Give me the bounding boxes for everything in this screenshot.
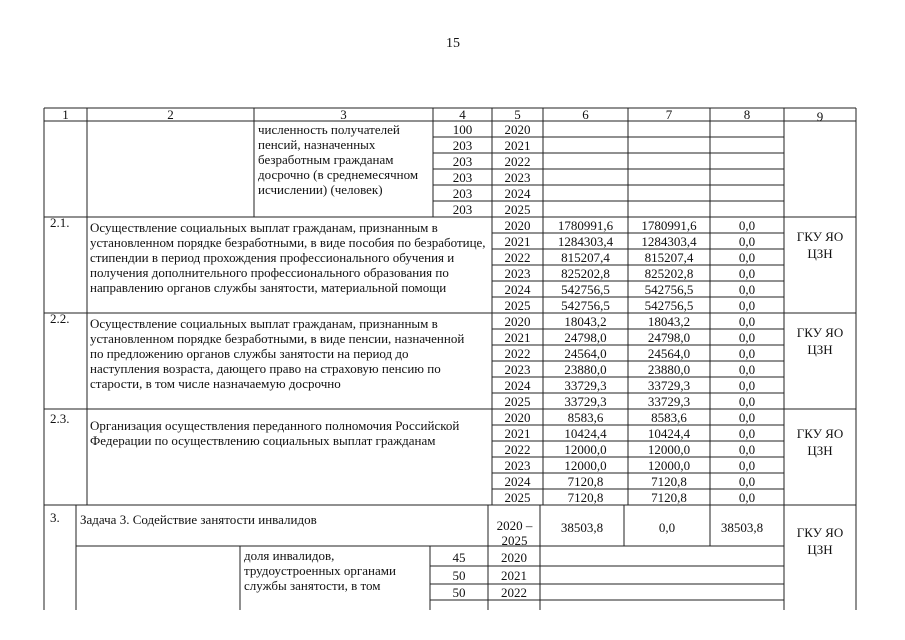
row-c8: 0,0	[738, 394, 756, 409]
row-c7: 542756,5	[644, 298, 694, 313]
row-c8: 0,0	[738, 298, 756, 313]
row-c7: 10424,4	[647, 426, 691, 441]
task-title: Задача 3. Содействие занятости инвалидов	[80, 512, 317, 527]
row-c6: 18043,2	[564, 314, 607, 329]
row-c8: 0,0	[738, 346, 756, 361]
task-c8: 38503,8	[720, 520, 764, 535]
task-c7: 0,0	[658, 520, 676, 535]
row-c8: 0,0	[738, 378, 756, 393]
row-c8: 0,0	[738, 330, 756, 345]
indicator-value: 45	[452, 550, 466, 565]
header-col-4: 4	[459, 107, 466, 122]
header-col-9: 9	[816, 109, 824, 124]
indicator-value: 203	[452, 202, 473, 217]
indicator-year: 2020	[504, 122, 531, 137]
row-year: 2022	[504, 346, 531, 361]
indicator-year: 2024	[504, 186, 531, 201]
row-year: 2023	[504, 362, 531, 377]
indicator-value: 203	[452, 186, 473, 201]
row-c6: 24798,0	[564, 330, 607, 345]
row-c6: 1780991,6	[557, 218, 614, 233]
row-c6: 24564,0	[564, 346, 607, 361]
row-c8: 0,0	[738, 362, 756, 377]
indicator-year: 2023	[504, 170, 531, 185]
row-c7: 1284303,4	[641, 234, 697, 249]
row-year: 2024	[504, 474, 531, 489]
row-c6: 12000,0	[564, 442, 607, 457]
section-number: 2.3.	[50, 411, 70, 426]
row-c8: 0,0	[738, 426, 756, 441]
row-year: 2020	[504, 410, 531, 425]
row-c6: 33729,3	[564, 394, 607, 409]
row-c6: 10424,4	[564, 426, 607, 441]
row-year: 2025	[504, 298, 531, 313]
row-c7: 33729,3	[647, 378, 691, 393]
row-year: 2022	[504, 250, 531, 265]
indicator-year: 2025	[504, 202, 531, 217]
row-c7: 815207,4	[644, 250, 694, 265]
row-c8: 0,0	[738, 314, 756, 329]
section-text: Осуществление социальных выплат гражданам, признанным в установленном порядке безработными, в виде пособия по безработице, стипендии в период прохождения профессионального обучения и получения дополнительного профессионального образования по направлению органов службы занятости, материальной помощи	[90, 220, 486, 295]
indicator-value: 50	[452, 585, 466, 600]
row-c7: 825202,8	[644, 266, 694, 281]
row-c6: 12000,0	[564, 458, 607, 473]
row-c6: 7120,8	[567, 474, 604, 489]
row-year: 2022	[504, 442, 531, 457]
row-c8: 0,0	[738, 282, 756, 297]
header-col-7: 7	[665, 107, 673, 122]
row-c8: 0,0	[738, 458, 756, 473]
indicator-value: 100	[452, 122, 473, 137]
row-c7: 12000,0	[647, 458, 691, 473]
row-year: 2024	[504, 282, 531, 297]
indicator-year: 2020	[501, 550, 527, 565]
row-c7: 18043,2	[647, 314, 691, 329]
row-c7: 7120,8	[651, 474, 687, 489]
row-c8: 0,0	[738, 266, 756, 281]
section-number: 2.2.	[50, 311, 70, 326]
task-c6: 38503,8	[560, 520, 604, 535]
indicator-year: 2021	[504, 138, 531, 153]
row-c7: 542756,5	[644, 282, 694, 297]
row-c6: 7120,8	[567, 490, 604, 505]
row-c6: 542756,5	[561, 282, 610, 297]
task-executor: ГКУ ЯО ЦЗН	[796, 525, 844, 557]
row-c7: 12000,0	[647, 442, 691, 457]
row-year: 2020	[504, 218, 531, 233]
row-c8: 0,0	[738, 490, 756, 505]
row-c6: 815207,4	[561, 250, 610, 265]
section-text: Осуществление социальных выплат гражданам, признанным в установленном порядке безработными, в виде пенсии, назначенной по предложению органов службы занятости на период до наступления возраста, дающего право на страховую пенсию по старости, в том числе назначаемую досрочно	[90, 316, 465, 391]
row-c7: 8583,6	[651, 410, 687, 425]
row-year: 2021	[504, 330, 531, 345]
row-c7: 1780991,6	[641, 218, 697, 233]
task-years: 2020 – 2025	[496, 518, 533, 548]
row-c6: 542756,5	[561, 298, 610, 313]
row-year: 2021	[504, 426, 531, 441]
indicator-value: 203	[452, 154, 473, 169]
row-year: 2020	[504, 314, 531, 329]
row-c7: 23880,0	[647, 362, 691, 377]
indicator-year: 2022	[501, 585, 527, 600]
row-c6: 8583,6	[567, 410, 604, 425]
section-executor: ГКУ ЯО ЦЗН	[796, 325, 844, 357]
row-c8: 0,0	[738, 218, 756, 233]
indicator-value: 50	[452, 568, 466, 583]
row-c8: 0,0	[738, 442, 756, 457]
row-c7: 7120,8	[651, 490, 687, 505]
row-c8: 0,0	[738, 474, 756, 489]
header-col-5: 5	[514, 107, 521, 122]
row-year: 2025	[504, 394, 531, 409]
row-c7: 33729,3	[647, 394, 691, 409]
row-year: 2021	[504, 234, 531, 249]
header-col-2: 2	[167, 107, 174, 122]
section-text: Организация осуществления переданного полномочия Российской Федерации по осуществлению социальных выплат гражданам	[90, 418, 460, 448]
row-year: 2023	[504, 458, 531, 473]
row-c8: 0,0	[738, 250, 756, 265]
row-year: 2023	[504, 266, 531, 281]
header-col-6: 6	[582, 107, 589, 122]
row-c6: 825202,8	[561, 266, 610, 281]
indicator-value: 203	[452, 170, 473, 185]
header-col-8: 8	[743, 107, 751, 122]
section-executor: ГКУ ЯО ЦЗН	[796, 426, 844, 458]
row-c7: 24798,0	[647, 330, 691, 345]
row-c6: 23880,0	[564, 362, 607, 377]
row-c8: 0,0	[738, 410, 756, 425]
row-c8: 0,0	[738, 234, 756, 249]
row-c7: 24564,0	[647, 346, 691, 361]
indicator-2-text: доля инвалидов, трудоустроенных органами службы занятости, в том	[244, 548, 396, 593]
row-c6: 33729,3	[564, 378, 607, 393]
indicator-value: 203	[452, 138, 473, 153]
indicator-year: 2021	[501, 568, 527, 583]
task-number: 3.	[50, 510, 60, 525]
header-col-3: 3	[340, 107, 347, 122]
row-c6: 1284303,4	[557, 234, 614, 249]
header-col-1: 1	[62, 107, 69, 122]
section-executor: ГКУ ЯО ЦЗН	[796, 229, 844, 261]
section-number: 2.1.	[50, 215, 70, 230]
indicator-year: 2022	[504, 154, 531, 169]
indicator-1-text: численность получателей пенсий, назначенных безработным гражданам досрочно (в среднемесячном исчислении) (человек)	[258, 122, 419, 197]
row-year: 2024	[504, 378, 531, 393]
page-number: 15	[446, 36, 460, 51]
row-year: 2025	[504, 490, 531, 505]
